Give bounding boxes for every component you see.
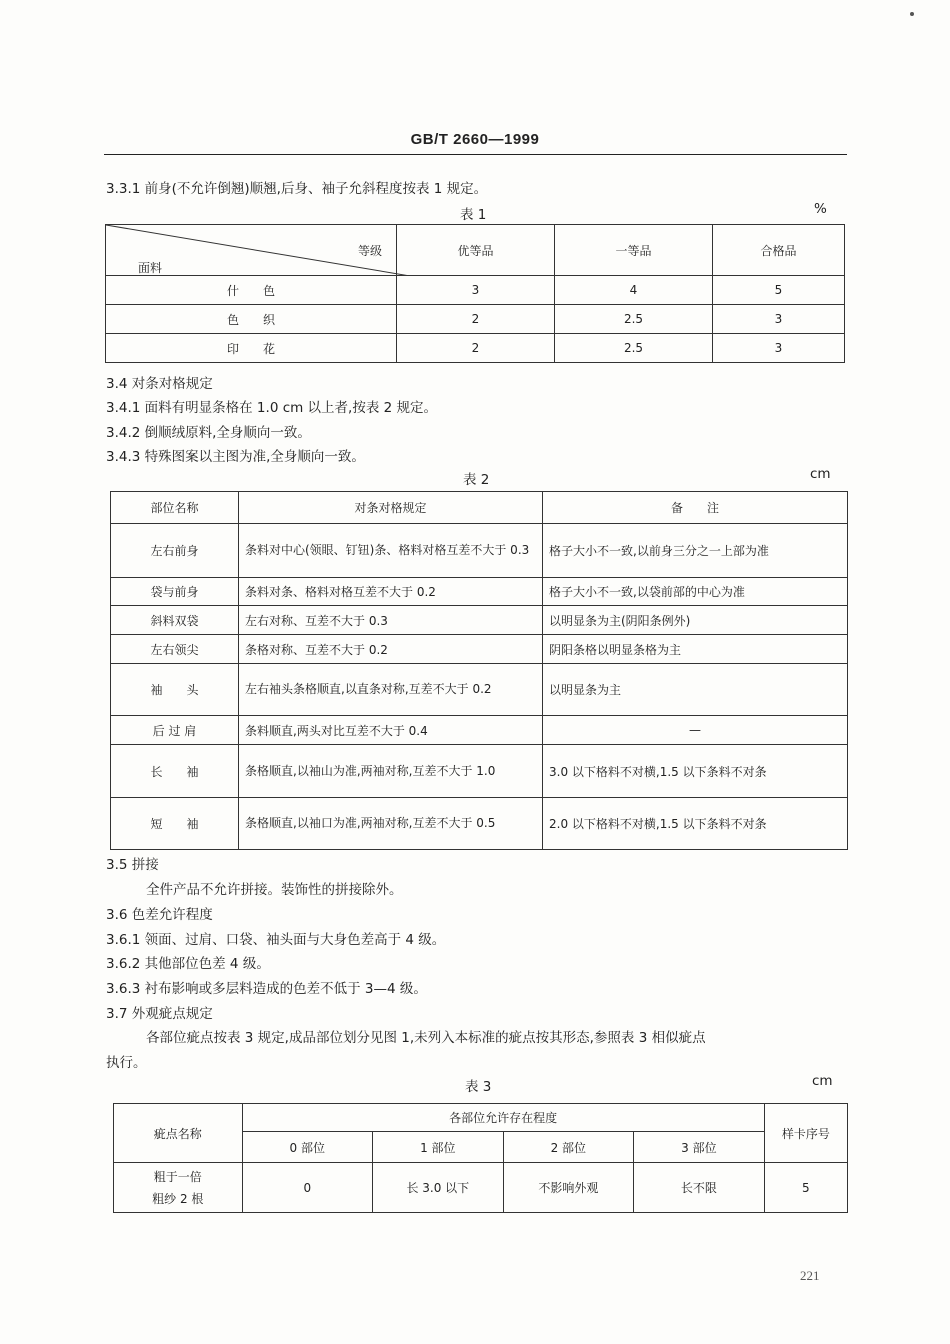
table2-row <box>111 716 848 745</box>
table1-cell: 2 <box>397 305 555 334</box>
clause-3-6-1: 3.6.1 领面、过肩、口袋、袖头面与大身色差高于 4 级。 <box>106 932 446 948</box>
clause-3-5-body: 全件产品不允许拼接。装饰性的拼接除外。 <box>146 882 403 898</box>
header-rule <box>104 154 847 155</box>
table1-row <box>106 305 845 334</box>
table3-defect-name-line2: 粗纱 2 根 <box>152 1191 204 1206</box>
table2-row <box>111 578 848 606</box>
table1-row <box>106 334 845 363</box>
table2-row <box>111 606 848 635</box>
table2-rule: 左右袖头条格顺直,以直条对称,互差不大于 0.2 <box>239 664 543 716</box>
clause-3-4-1: 3.4.1 面料有明显条格在 1.0 cm 以上者,按表 2 规定。 <box>106 400 438 416</box>
clause-3-6-3: 3.6.3 衬布影响或多层料造成的色差不低于 3—4 级。 <box>106 981 427 997</box>
clause-3-5: 3.5 拼接 <box>106 857 159 873</box>
table1-cell: 2 <box>397 334 555 363</box>
table2-part: 后 过 肩 <box>111 716 239 745</box>
table1-caption: 表 1 <box>460 207 487 223</box>
table2-part: 袖 头 <box>111 664 239 716</box>
table1 <box>105 224 845 363</box>
table2-row <box>111 745 848 798</box>
table3-defect-name <box>114 1163 243 1213</box>
table3-subheader: 3 部位 <box>634 1132 765 1163</box>
table2-part: 长 袖 <box>111 745 239 798</box>
table2-part: 斜料双袋 <box>111 606 239 635</box>
table2-header: 部位名称 <box>111 492 239 524</box>
table2-note: 2.0 以下格料不对横,1.5 以下条料不对条 <box>543 798 848 850</box>
table2-row <box>111 798 848 850</box>
clause-3-4-2: 3.4.2 倒顺绒原料,全身顺向一致。 <box>106 425 311 441</box>
table3-subheader: 2 部位 <box>503 1132 634 1163</box>
table1-row-label: 什 色 <box>106 276 397 305</box>
table2-header: 对条对格规定 <box>239 492 543 524</box>
table1-row-label: 印 花 <box>106 334 397 363</box>
table3-subheader: 0 部位 <box>242 1132 373 1163</box>
table3-cell: 不影响外观 <box>503 1163 634 1213</box>
table3-subheader: 1 部位 <box>373 1132 504 1163</box>
table1-cell: 3 <box>713 305 845 334</box>
table1-cell: 2.5 <box>555 334 713 363</box>
table1-cell: 3 <box>397 276 555 305</box>
scan-mark <box>910 12 914 16</box>
table2-rule: 左右对称、互差不大于 0.3 <box>239 606 543 635</box>
table2-unit: cm <box>810 466 831 482</box>
table1-row-label: 色 织 <box>106 305 397 334</box>
table2-note: 格子大小不一致,以袋前部的中心为准 <box>543 578 848 606</box>
table3-header-name: 疵点名称 <box>114 1104 243 1163</box>
standard-number-header: GB/T 2660—1999 <box>410 131 540 148</box>
table2-rule: 条料顺直,两头对比互差不大于 0.4 <box>239 716 543 745</box>
table3-cell: 长 3.0 以下 <box>373 1163 504 1213</box>
table1-header: 优等品 <box>397 225 555 276</box>
table1-unit: % <box>814 201 827 217</box>
table2-note: 3.0 以下格料不对横,1.5 以下条料不对条 <box>543 745 848 798</box>
table2-part: 短 袖 <box>111 798 239 850</box>
table2-part: 左右领尖 <box>111 635 239 664</box>
clause-3-4: 3.4 对条对格规定 <box>106 376 213 392</box>
table1-header: 合格品 <box>713 225 845 276</box>
table2-note: 以明显条为主 <box>543 664 848 716</box>
clause-3-6: 3.6 色差允许程度 <box>106 907 213 923</box>
table1-corner-fabric: 面料 <box>138 261 163 275</box>
clause-3-6-2: 3.6.2 其他部位色差 4 级。 <box>106 956 270 972</box>
table2-rule: 条料对条、格料对格互差不大于 0.2 <box>239 578 543 606</box>
table2-note: 格子大小不一致,以前身三分之一上部为准 <box>543 524 848 578</box>
page-number: 221 <box>800 1268 820 1283</box>
table2-rule: 条格对称、互差不大于 0.2 <box>239 635 543 664</box>
table2-rule: 条格顺直,以袖山为准,两袖对称,互差不大于 1.0 <box>239 745 543 798</box>
table2 <box>110 491 848 850</box>
table3-caption: 表 3 <box>465 1079 492 1095</box>
table2-part: 袋与前身 <box>111 578 239 606</box>
table2-rule: 条格顺直,以袖口为准,两袖对称,互差不大于 0.5 <box>239 798 543 850</box>
table3-header-group: 各部位允许存在程度 <box>242 1104 764 1132</box>
table2-caption: 表 2 <box>463 472 490 488</box>
table2-part: 左右前身 <box>111 524 239 578</box>
table3-card-number: 5 <box>764 1163 847 1213</box>
table3-unit: cm <box>812 1073 833 1089</box>
table2-note: 以明显条为主(阴阳条例外) <box>543 606 848 635</box>
table3 <box>113 1103 848 1213</box>
table3-cell: 长不限 <box>634 1163 765 1213</box>
clause-3-4-3: 3.4.3 特殊图案以主图为准,全身顺向一致。 <box>106 449 365 465</box>
table2-row <box>111 524 848 578</box>
table1-corner-cell <box>106 225 397 276</box>
table2-header: 备 注 <box>543 492 848 524</box>
table1-cell: 3 <box>713 334 845 363</box>
clause-3-7: 3.7 外观疵点规定 <box>106 1006 213 1022</box>
table2-row <box>111 635 848 664</box>
table1-header: 一等品 <box>555 225 713 276</box>
clause-3-7-body-line2: 执行。 <box>106 1055 147 1071</box>
table1-cell: 4 <box>555 276 713 305</box>
table3-header-card: 样卡序号 <box>764 1104 847 1163</box>
clause-3-3-1: 3.3.1 前身(不允许倒翘)顺翘,后身、袖子允斜程度按表 1 规定。 <box>106 181 488 197</box>
table1-cell: 2.5 <box>555 305 713 334</box>
table3-row <box>114 1163 848 1213</box>
table3-cell: 0 <box>242 1163 373 1213</box>
clause-3-7-body-line1: 各部位疵点按表 3 规定,成品部位划分见图 1,未列入本标准的疵点按其形态,参照表 3 相似疵点 <box>146 1030 706 1046</box>
table2-row <box>111 664 848 716</box>
table1-cell: 5 <box>713 276 845 305</box>
table2-note: — <box>543 716 848 745</box>
table2-note: 阴阳条格以明显条格为主 <box>543 635 848 664</box>
table1-row <box>106 276 845 305</box>
table2-rule: 条料对中心(领眼、钉钮)条、格料对格互差不大于 0.3 <box>239 524 543 578</box>
table3-defect-name-line1: 粗于一倍 <box>153 1169 202 1184</box>
table1-corner-grade: 等级 <box>357 244 382 258</box>
